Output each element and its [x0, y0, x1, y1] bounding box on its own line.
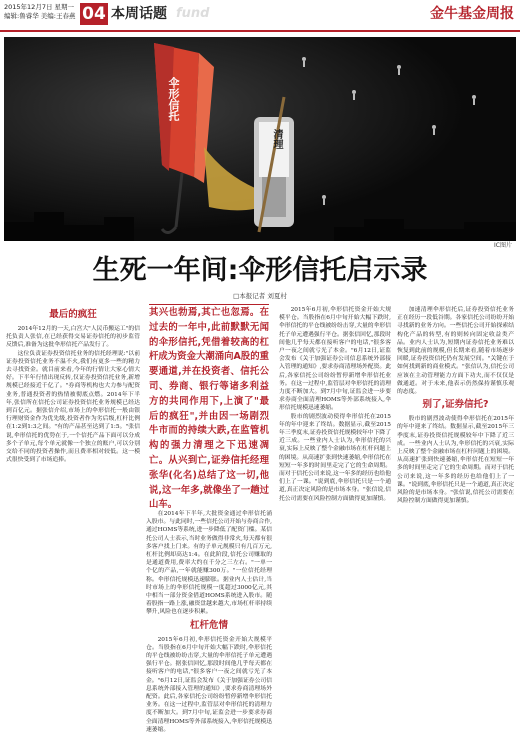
paragraph: 股市的剧烈波动使得伞形信托在2015年的年中迎来了终结。数据显示,截至2015年三季度末,证券投资信托规模较年中下降了近三成。一些业内人士认为,伞形信托的兴衰,实际上反映了整个金融市场在杠杆问题上的困境。从高速扩张到快速萎缩,伞形信托在短短一年多的时间里走完了它的生命周期。而对于信托公司来说,这一年多的经历也给他们上了一课。"说到底,伞形信托只是一个通道,真正决定风险的是市场本身。"张信说,信托公司需要在风险控制方面做得更加谨慎。 — [397, 416, 514, 505]
article-column-3 — [279, 306, 391, 716]
section-watermark: fund — [176, 6, 210, 21]
paragraph: 在2014年下半年,大批资金通过伞形信托涌入股市。与此同时,一些信托公司开始与券商合作,通过HOMS等系统,进一步降低了配资门槛。某信托公司人士表示,当时业务做得非常火,每天都有很多客户找上门来。有的子单元规模只有几百万元,杠杆比例却高达1:4。在此阶段,信托公司赚取的是通道费用,费率大约在千分之三左右。"一单一个亿的产品,一年就能赚300万。"一位信托经理称。伞形信托规模迅速膨胀。据业内人士估计,当时市场上的伞形信托规模一度超过3000亿元,其中相当一部分资金借道HOMS系统进入股市。随着股指一路上涨,融资盘越来越大,市场杠杆率持续攀升,风险也在逐步积累。 — [146, 511, 272, 616]
article-column-4 — [397, 306, 514, 716]
lead-photo — [4, 37, 516, 241]
photo-caption: IC图片 — [494, 242, 512, 249]
headline: 生死一年间:伞形信托启示录 — [92, 255, 428, 286]
umbrella-label: 伞形信托 — [167, 77, 180, 121]
newspaper-brand: 金牛基金周报 — [430, 6, 514, 22]
subhead-3: 别了,证券信托? — [422, 399, 489, 411]
sweeper-figure — [254, 97, 294, 232]
paragraph: 2015年6月初,伞形信托资金开始大规模平仓。当股指在6月中旬开始大幅下跌时,伞形信托的平仓线被纷纷击穿,大量的伞形信托子单元遭遇强行平仓。据张信回忆,那段时间他几乎每天都在接听客户的电话,"很多客户一夜之间就亏光了本金。"6月12日,证监会发布《关于加强证券公司信息系统外部接入管理的通知》,要求券商清理场外配资。此后,各家信托公司纷纷暂停新增伞形信托业务。在这一过程中,监管层对伞形信托的清理力度不断加大。到7月中旬,证监会进一步要求券商全面清理HOMS等外部系统接入,伞形信托规模迅速萎缩。 — [146, 636, 272, 733]
paragraph: 2015年6月初,伞形信托资金开始大规模平仓。当股指在6月中旬开始大幅下跌时,伞形信托的平仓线被纷纷击穿,大量的伞形信托子单元遭遇强行平仓。据张信回忆,那段时间他几乎每天都在接听客户的电话,"很多客户一夜之间就亏光了本金。"6月12日,证监会发布《关于加强证券公司信息系统外部接入管理的通知》,要求券商清理场外配资。此后,各家信托公司纷纷暂停新增伞形信托业务。在这一过程中,监管层对伞形信托的清理力度不断加大。到7月中旬,证监会进一步要求券商全面清理HOMS等外部系统接入,伞形信托规模迅速萎缩。 — [279, 307, 391, 412]
page-header — [0, 0, 520, 32]
reporter-byline: □本报记者 刘夏村 — [233, 292, 287, 300]
paragraph: 加速清理伞形信托后,证券投资信托业务正在经历一段低谷期。各家信托公司纷纷开始寻找新的业务方向。一些信托公司开始探索结构化产品的转型,有的则转向固定收益类产品。业内人士认为,短期内证券信托业务难以恢复到此前的规模,但长期来看,随着市场逐步回暖,证券投资信托仍有发展空间。"关键在于如何找到新的商业模式。"张信认为,信托公司应该在主动管理能力方面下功夫,而不仅仅是做通道。对于未来,他表示仍然保持谨慎乐观的态度。 — [397, 307, 514, 396]
editor-credit: 编辑:鲁睿华 美编:王春燕 — [4, 12, 76, 20]
cleanup-sign: 清理 — [271, 129, 282, 149]
publication-date: 2015年12月7日 星期一 — [4, 3, 75, 11]
umbrella-illustration — [4, 37, 516, 241]
paragraph: 2014年12月的一天,白宫大"人民币搬运工"的信托负责人张信,在已经获得交易证券信托的初步监管反馈后,准备为这批伞形信托产品发行了。 — [6, 326, 140, 349]
section-number: 04 — [80, 3, 108, 25]
pull-quote: 其兴也勃焉,其亡也忽焉。在过去的一年中,此前默默无闻的伞形信托,凭借着较高的杠杆成为资金大潮涌向A股的重要通道,并在投资者、信托公司、券商、银行等诸多利益方的共同作用下,上演了"最后的疯狂",并由因一场剧烈牛市而的持续大跌,在监管机构的强力清理之下迅速凋亡。从兴到亡,证券信托经理张华(化名)总结了这一切,他说,这一年多,就像坐了一趟过山车。 — [149, 307, 269, 511]
paragraph: 股市的剧烈波动使得伞形信托在2015年的年中迎来了终结。数据显示,截至2015年三季度末,证券投资信托规模较年中下降了近三成。一些业内人士认为,伞形信托的兴衰,实际上反映了整个金融市场在杠杆问题上的困境。从高速扩张到快速萎缩,伞形信托在短短一年多的时间里走完了它的生命周期。而对于信托公司来说,这一年多的经历也给他们上了一课。"说到底,伞形信托只是一个通道,真正决定风险的是市场本身。"张信说,信托公司需要在风险控制方面做得更加谨慎。 — [279, 413, 391, 502]
date-line — [4, 3, 75, 21]
subhead-1: 最后的疯狂 — [49, 309, 97, 320]
pull-quote-top-rule — [149, 304, 269, 305]
article-column-1 — [6, 306, 140, 716]
article-column-2 — [146, 510, 272, 733]
paragraph: 这位负责证券投资信托业务的信托经理说:"以前证券投资信托业务不温不火,我们有更多一些的精力去寻找资金。就目前来看,今年的行情让大家心情大好。下半年行情出现反转,仅证券投资信托业务,新增规模已经接近千亿了。"券商等机构也大力参与配资业务,普通投资者的热情被彻底点燃。2014年下半年,张信所在信托公司证券投资信托业务规模已经达到百亿元。据张信介绍,市场上的伞形信托一般由银行理财资金作为优先级,投资者作为劣后级,杠杆比例在1:2到1:3之间。"有的产品甚至达到了1:5。"张信说,伞形信托的优势在于,一个信托产品下面可以分成多个子单元,每个单元就像一个独立的账户,可以分别交给不同的投资者操作,而且费率相对较低。这一模式很快受到了市场追捧。 — [6, 350, 140, 464]
section-title: 本周话题 — [111, 6, 167, 22]
subhead-2: 杠杆危情 — [189, 619, 228, 631]
